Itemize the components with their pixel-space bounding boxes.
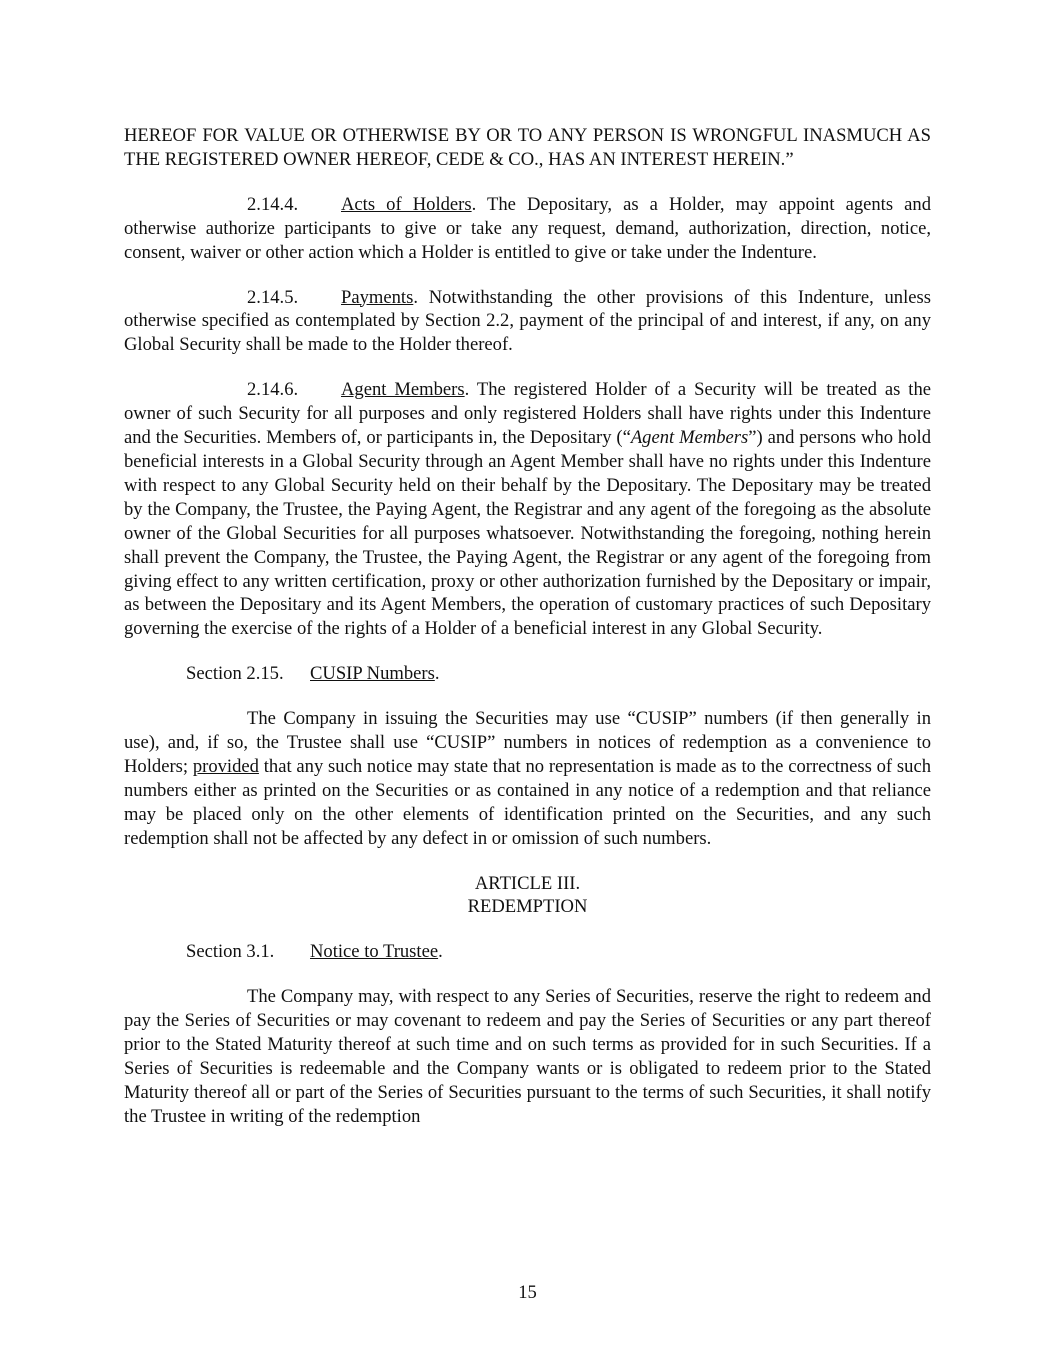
- section-body-cont: ”) and persons who hold beneficial interests in a Global Security through an Agent Member shall have no rights under this Indenture with respect to any Global Security held on their behalf by the Depositary. The Depositary may be treated by the Company, the Trustee, the Paying Agent, the Registrar and any agent of the foregoing as the absolute owner of the Global Securities for all purposes whatsoever. Notwithstanding the foregoing, nothing herein shall prevent the Company, the Trustee, the Paying Agent, the Registrar or any agent of the foregoing from giving effect to any written certification, proxy or other authorization furnished by the Depositary or impair, as between the Depositary and its Agent Members, the operation of customary practices of such Depositary governing the exercise of the rights of a Holder of a beneficial interest in any Global Security.: [124, 427, 931, 640]
- section-body: The Depositary, as a Holder, may appoint agents and otherwise authorize participants to give or take any request, demand, authorization, direction, notice, consent, waiver or other action which a Holder is entitled to give or take under the Indenture.: [124, 193, 931, 263]
- provided-term: provided: [192, 755, 259, 777]
- section-heading: Payments: [341, 286, 414, 308]
- document-page: [124, 124, 931, 1129]
- section-2-15-heading: Section 2.15. CUSIP Numbers.: [186, 663, 440, 685]
- section-2-14-5-paragraph: 2.14.5. Payments. Notwithstanding the other provisions of this Indenture, unless otherwise specified as contemplated by Section 2.2, payment of the principal of and interest, if any, on any Global Security shall be made to the Holder thereof.: [124, 286, 931, 356]
- section-3-1-heading: Section 3.1. Notice to Trustee.: [186, 941, 443, 963]
- section-body: Notwithstanding the other provisions of this Indenture, unless otherwise specified as contemplated by Section 2.2, payment of the principal of and interest, if any, on any Global Security shall be made to the Holder thereof.: [124, 286, 931, 356]
- article-number: ARTICLE III.: [474, 872, 581, 894]
- section-3-1-paragraph: The Company may, with respect to any Series of Securities, reserve the right to redeem and pay the Series of Securities or may covenant to redeem and pay the Series of Securities or any part thereof prior to the Stated Maturity thereof at such time and on such terms as provided for in such Securities. If a Series of Securities is redeemable and the Company wants or is obligated to redeem prior to the Stated Maturity thereof all or part of the Series of Securities pursuant to the terms of such Securities, it shall notify the Trustee in writing of the redemption: [124, 986, 931, 1127]
- section-body: The registered Holder of a Security will be treated as the owner of such Security for all purposes and only registered Holders shall have rights under this Indenture and the Securities. Members of, or participants in, the Depositary (“: [124, 379, 931, 449]
- section-body: The Company in issuing the Securities may use “CUSIP” numbers (if then generally in use), and, if so, the Trustee shall use “CUSIP” numbers in notices of redemption as a convenience to Holders;: [124, 708, 931, 777]
- section-number: 2.14.5.: [247, 286, 299, 308]
- section-label: Section 2.15.: [186, 663, 284, 685]
- section-2-15-paragraph: [124, 707, 931, 850]
- section-heading: CUSIP Numbers: [310, 663, 435, 685]
- section-number: 2.14.4.: [247, 193, 299, 215]
- continued-legend-paragraph: HEREOF FOR VALUE OR OTHERWISE BY OR TO ANY PERSON IS WRONGFUL INASMUCH AS THE REGISTERED OWNER HEREOF, CEDE & CO., HAS AN INTEREST HEREIN.”: [124, 125, 931, 170]
- section-2-14-4-paragraph: 2.14.4. Acts of Holders. The Depositary, as a Holder, may appoint agents and otherwise authorize participants to give or take any request, demand, authorization, direction, notice, consent, waiver or other action which a Holder is entitled to give or take under the Indenture.: [124, 193, 931, 263]
- page-number: 15: [518, 1282, 537, 1303]
- section-heading: Agent Members: [341, 379, 465, 401]
- section-heading: Notice to Trustee: [310, 941, 439, 963]
- section-2-14-6-paragraph: 2.14.6. Agent Members. The registered Holder of a Security will be treated as the owner of such Security for all purposes and only registered Holders shall have rights under this Indenture and the Securities. Members of, or participants in, the Depositary (“Agent Members”) and persons who hold beneficial interests in a Global Security through an Agent Member shall have no rights under this Indenture with respect to any Global Security held on their behalf by the Depositary. The Depositary may be treated by the Company, the Trustee, the Paying Agent, the Registrar and any agent of the foregoing as the absolute owner of the Global Securities for all purposes whatsoever. Notwithstanding the foregoing, nothing herein shall prevent the Company, the Trustee, the Paying Agent, the Registrar or any agent of the foregoing from giving effect to any written certification, proxy or other authorization furnished by the Depositary or impair, as between the Depositary and its Agent Members, the operation of customary practices of such Depositary governing the exercise of the rights of a Holder of a beneficial interest in any Global Security.: [124, 379, 931, 640]
- section-number: 2.14.6.: [247, 379, 299, 401]
- section-heading: Acts of Holders: [341, 193, 472, 215]
- article-title: REDEMPTION: [467, 896, 588, 918]
- section-label: Section 3.1.: [186, 941, 275, 963]
- defined-term: Agent Members: [630, 427, 749, 449]
- section-body-cont: that any such notice may state that no representation is made as to the correctness of such numbers either as printed on the Securities or as contained in any notice of a redemption and that reliance may be placed only on the other elements of identification printed on the Securities, and any such redemption shall not be affected by any defect in or omission of such numbers.: [124, 755, 931, 849]
